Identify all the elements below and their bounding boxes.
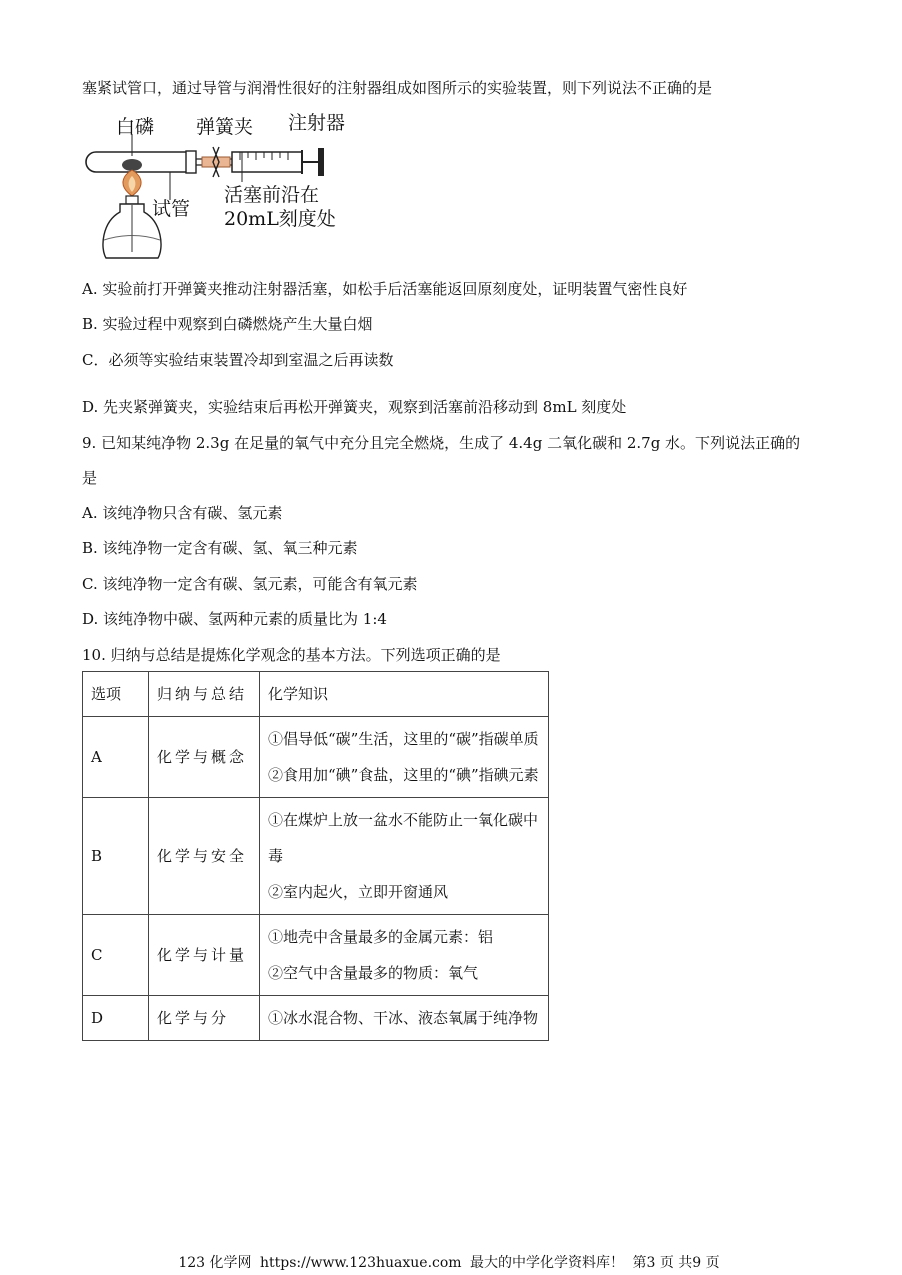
white-phosphorus bbox=[122, 159, 142, 171]
table-header-row bbox=[83, 672, 549, 717]
q9-option-b: B. 该纯净物一定含有碳、氢、氧三种元素 bbox=[82, 539, 358, 557]
fact-item: ①地壳中含量最多的金属元素：铝 bbox=[268, 928, 494, 946]
footer-site: 123 化学网 bbox=[178, 1255, 252, 1271]
fact-item: ②室内起火，立即开窗通风 bbox=[268, 883, 449, 901]
q8-option-a: A. 实验前打开弹簧夹推动注射器活塞，如松手后活塞能返回原刻度处，证明装置气密性良好 bbox=[82, 280, 688, 298]
header-topic: 归纳与总结 bbox=[149, 672, 260, 717]
q8-option-c: C．必须等实验结束装置冷却到室温之后再读数 bbox=[82, 351, 394, 369]
table-row bbox=[83, 717, 549, 798]
row-facts bbox=[260, 996, 549, 1041]
fact-item: ②食用加“碘”食盐，这里的“碘”指碘元素 bbox=[268, 766, 539, 784]
q8-stem: 塞紧试管口，通过导管与润滑性很好的注射器组成如图所示的实验装置，则下列说法不正确的是 bbox=[82, 79, 713, 97]
footer-slogan: 最大的中学化学资料库！ bbox=[470, 1255, 625, 1271]
row-option: D bbox=[83, 996, 149, 1041]
knowledge-table bbox=[82, 671, 549, 1041]
q10-stem: 10. 归纳与总结是提炼化学观念的基本方法。下列选项正确的是 bbox=[82, 646, 501, 664]
label-white-phosphorus: 白磷 bbox=[116, 116, 155, 138]
row-facts bbox=[260, 717, 549, 798]
row-facts bbox=[260, 798, 549, 915]
label-spring-clip: 弹簧夹 bbox=[196, 116, 254, 138]
apparatus-figure bbox=[82, 112, 372, 264]
header-facts: 化学知识 bbox=[260, 672, 549, 717]
label-test-tube: 试管 bbox=[152, 198, 191, 220]
row-option: A bbox=[83, 717, 149, 798]
fact-item: ①在煤炉上放一盆水不能防止一氧化碳中毒 bbox=[268, 811, 539, 865]
q9-option-a: A. 该纯净物只含有碳、氢元素 bbox=[82, 504, 283, 522]
label-piston-line1: 活塞前沿在 bbox=[224, 184, 320, 206]
fact-item: ②空气中含量最多的物质：氧气 bbox=[268, 964, 479, 982]
fact-item: ①冰水混合物、干冰、液态氧属于纯净物 bbox=[268, 1009, 539, 1027]
row-topic: 化学与安全 bbox=[149, 798, 260, 915]
row-topic: 化学与计量 bbox=[149, 915, 260, 996]
row-option: C bbox=[83, 915, 149, 996]
stopper-shape bbox=[186, 151, 196, 173]
fact-item: ①倡导低“碳”生活，这里的“碳”指碳单质 bbox=[268, 730, 539, 748]
rubber-tube bbox=[202, 157, 230, 167]
header-option: 选项 bbox=[83, 672, 149, 717]
plunger-handle bbox=[318, 148, 324, 176]
row-topic: 化学与概念 bbox=[149, 717, 260, 798]
table-row bbox=[83, 798, 549, 915]
table-row bbox=[83, 915, 549, 996]
label-syringe: 注射器 bbox=[288, 112, 346, 134]
q8-option-b: B. 实验过程中观察到白磷燃烧产生大量白烟 bbox=[82, 315, 373, 333]
q9-option-c: C. 该纯净物一定含有碳、氢元素，可能含有氧元素 bbox=[82, 575, 418, 593]
page-footer bbox=[0, 1253, 902, 1273]
q8-option-d: D. 先夹紧弹簧夹，实验结束后再松开弹簧夹，观察到活塞前沿移动到 8mL 刻度处 bbox=[82, 398, 627, 416]
q9-stem-line1: 9. 已知某纯净物 2.3g 在足量的氧气中充分且完全燃烧，生成了 4.4g 二氧化碳和 2.7g 水。下列说法正确的 bbox=[82, 434, 801, 452]
row-facts bbox=[260, 915, 549, 996]
footer-page-number: 第3 页 共9 页 bbox=[632, 1255, 720, 1271]
label-piston-line2: 20mL刻度处 bbox=[224, 208, 336, 230]
q9-stem-line2: 是 bbox=[82, 469, 98, 487]
row-topic: 化学与分 bbox=[149, 996, 260, 1041]
table-row bbox=[83, 996, 549, 1041]
footer-url[interactable]: https://www.123huaxue.com bbox=[259, 1255, 462, 1271]
q9-option-d: D. 该纯净物中碳、氢两种元素的质量比为 1:4 bbox=[82, 610, 387, 628]
row-option: B bbox=[83, 798, 149, 915]
